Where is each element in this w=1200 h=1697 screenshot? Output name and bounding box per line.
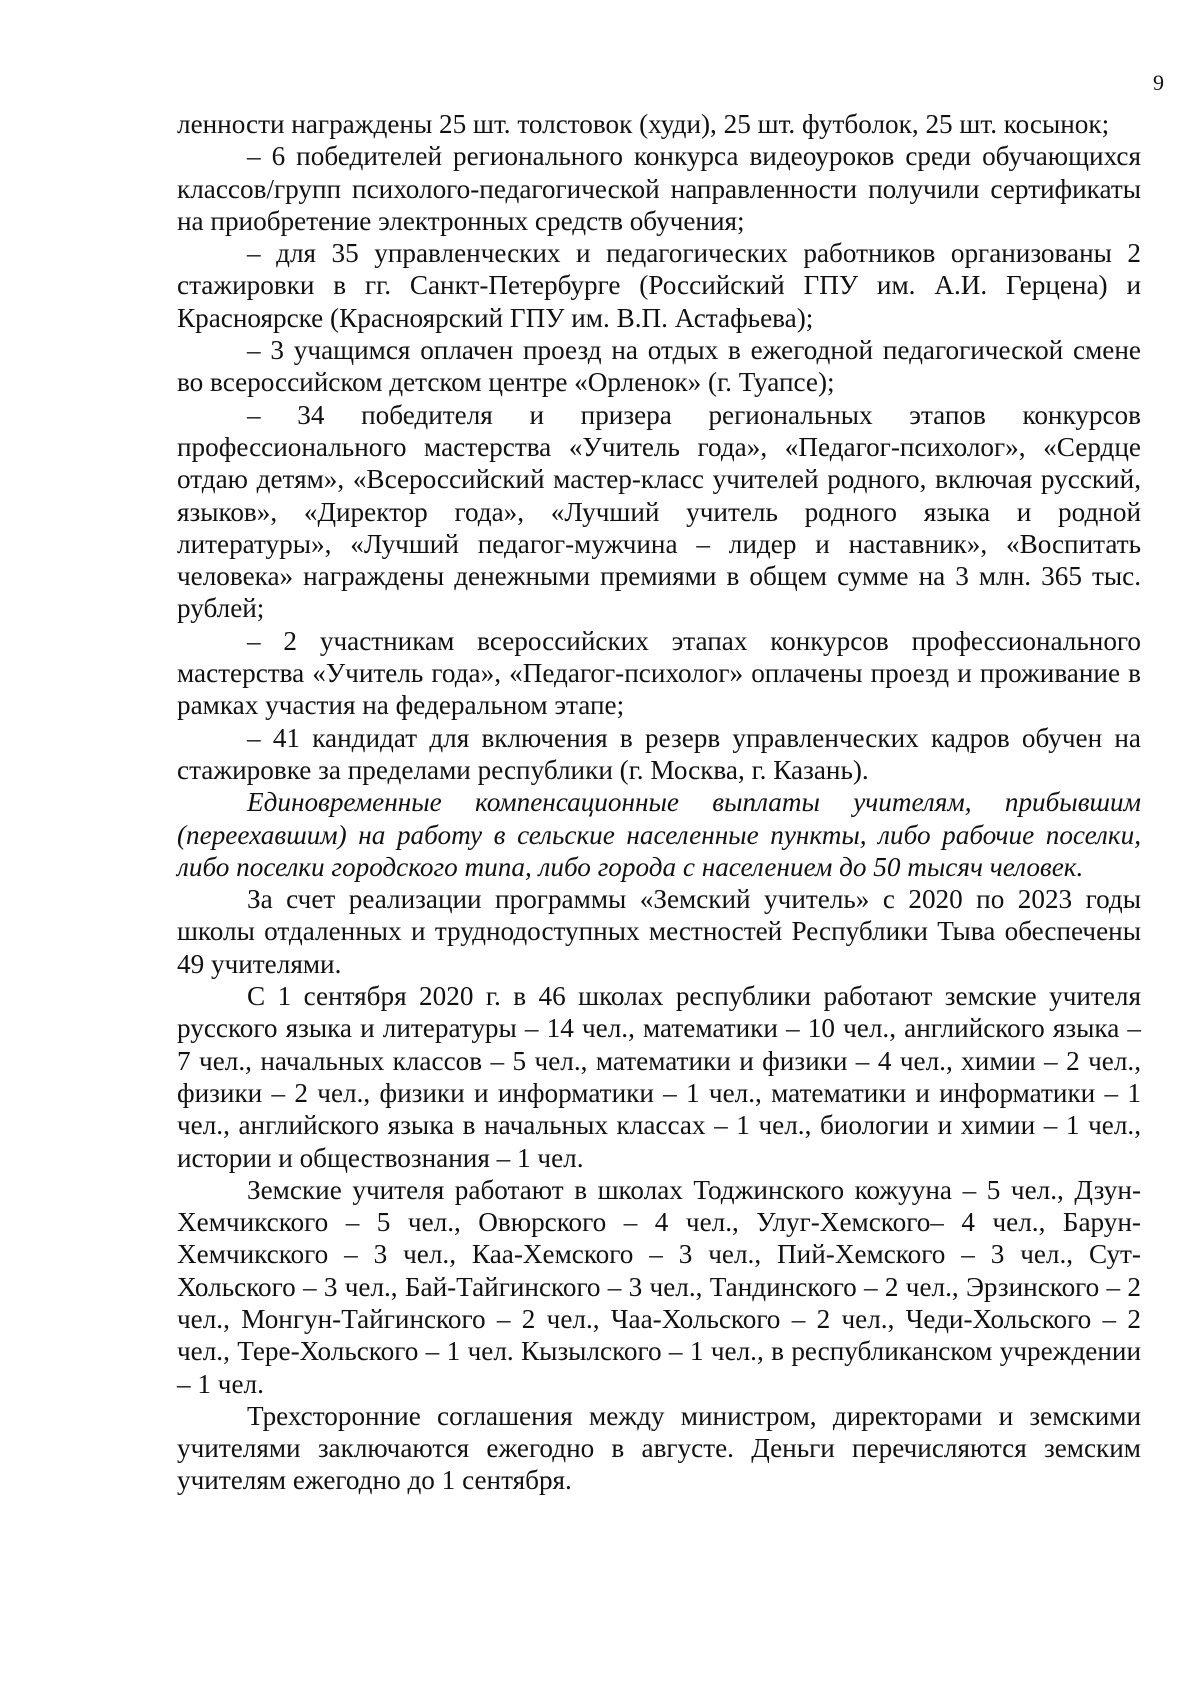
paragraph: С 1 сентября 2020 г. в 46 школах республики работают земские учителя русского языка и литературы – 14 чел., математики – 10 чел., английского языка – 7 чел., начальных классов – 5 чел., математики и физики – 4 чел., химии – 2 чел., физики – 2 чел., физики и информатики – 1 чел., математики и информатики – 1 чел., английского языка в начальных классах – 1 чел., биологии и химии – 1 чел., истории и обществознания – 1 чел. bbox=[177, 981, 1141, 1173]
paragraph: – 6 победителей регионального конкурса видеоуроков среди обучающихся классов/групп психолого-педагогической направленности получили сертификаты на приобретение электронных средств обучения; bbox=[177, 141, 1141, 236]
page-number: 9 bbox=[1153, 70, 1164, 95]
paragraph: – 3 учащимся оплачен проезд на отдых в ежегодной педагогической смене во всероссийском детском центре «Орленок» (г. Туапсе); bbox=[177, 335, 1141, 398]
italic-heading-paragraph: Единовременные компенсационные выплаты учителям, прибывшим (переехавшим) на работу в сельские населенные пункты, либо рабочие поселки, либо поселки городского типа, либо города с населением до 50 тысяч человек. bbox=[177, 787, 1141, 882]
paragraph: – 34 победителя и призера региональных этапов конкурсов профессионального мастерства «Учитель года», «Педагог-психолог», «Сердце отдаю детям», «Всероссийский мастер-класс учителей родного, включая русский, языков», «Директор года», «Лучший учитель родного языка и родной литературы», «Лучший педагог-мужчина – лидер и наставник», «Воспитать человека» награждены денежными премиями в общем сумме на 3 млн. 365 тыс. рублей; bbox=[177, 399, 1141, 624]
document-body bbox=[177, 108, 1141, 1497]
paragraph: – для 35 управленческих и педагогических работников организованы 2 стажировки в гг. Санкт-Петербурге (Российский ГПУ им. А.И. Герцена) и Красноярске (Красноярский ГПУ им. В.П. Астафьева); bbox=[177, 238, 1141, 333]
paragraph: – 41 кандидат для включения в резерв управленческих кадров обучен на стажировке за пределами республики (г. Москва, г. Казань). bbox=[177, 722, 1141, 785]
paragraph: ленности награждены 25 шт. толстовок (худи), 25 шт. футболок, 25 шт. косынок; bbox=[177, 109, 1110, 139]
paragraph: Трехсторонние соглашения между министром, директорами и земскими учителями заключаются ежегодно в августе. Деньги перечисляются земским учителям ежегодно до 1 сентября. bbox=[177, 1400, 1141, 1496]
paragraph: – 2 участникам всероссийских этапах конкурсов профессионального мастерства «Учитель года», «Педагог-психолог» оплачены проезд и проживание в рамках участия на федеральном этапе; bbox=[177, 625, 1141, 721]
paragraph: Земские учителя работают в школах Тоджинского кожууна – 5 чел., Дзун-Хемчикского – 5 чел., Овюрского – 4 чел., Улуг-Хемского– 4 чел., Барун-Хемчикского – 3 чел., Каа-Хемского – 3 чел., Пий-Хемского – 3 чел., Сут-Хольского – 3 чел., Бай-Тайгинского – 3 чел., Тандинского – 2 чел., Эрзинского – 2 чел., Монгун-Тайгинского – 2 чел., Чаа-Хольского – 2 чел., Чеди-Хольского – 2 чел., Тере-Хольского – 1 чел. Кызылского – 1 чел., в республиканском учреждении – 1 чел. bbox=[177, 1174, 1141, 1399]
paragraph: За счет реализации программы «Земский учитель» с 2020 по 2023 годы школы отдаленных и труднодоступных местностей Республики Тыва обеспечены 49 учителями. bbox=[177, 884, 1141, 979]
